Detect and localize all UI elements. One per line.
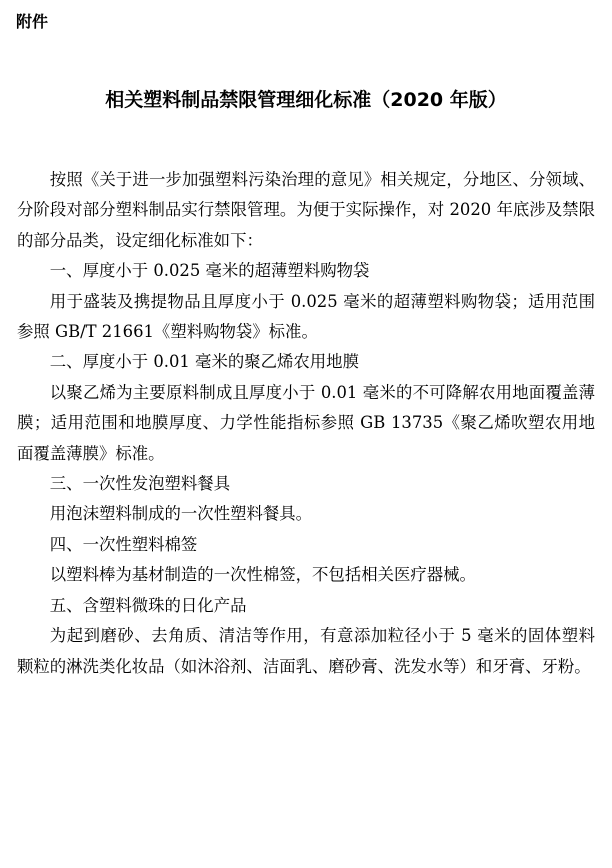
intro-paragraph: 按照《关于进一步加强塑料污染治理的意见》相关规定，分地区、分领域、分阶段对部分塑料制品实行禁限管理。为便于实际操作，对 2020 年底涉及禁限的部分品类，设定细化标准如下： — [17, 170, 595, 250]
document-title: 相关塑料制品禁限管理细化标准（2020 年版） — [105, 89, 507, 111]
attachment-label: 附件 — [16, 12, 49, 31]
section-heading-4: 四、一次性塑料棉签 — [49, 534, 198, 554]
section-text-5: 为起到磨砂、去角质、清洁等作用，有意添加粒径小于 5 毫米的固体塑料颗粒的淋洗类化妆品（如沐浴剂、洁面乳、磨砂膏、洗发水等）和牙膏、牙粉。 — [17, 626, 595, 676]
section-heading-1: 一、厚度小于 0.025 毫米的超薄塑料购物袋 — [49, 261, 370, 281]
section-text-1: 用于盛装及携提物品且厚度小于 0.025 毫米的超薄塑料购物袋；适用范围参照 GB/T 21661《塑料购物袋》标准。 — [17, 291, 595, 342]
section-heading-5: 五、含塑料微珠的日化产品 — [49, 595, 247, 615]
section-heading-2: 二、厚度小于 0.01 毫米的聚乙烯农用地膜 — [49, 352, 359, 372]
section-text-2: 以聚乙烯为主要原料制成且厚度小于 0.01 毫米的不可降解农用地面覆盖薄膜；适用范围和地膜厚度、力学性能指标参照 GB 13735《聚乙烯吹塑农用地面覆盖薄膜》标准。 — [17, 382, 595, 463]
document-body — [17, 165, 595, 682]
section-heading-3: 三、一次性发泡塑料餐具 — [49, 474, 231, 494]
section-text-3: 用泡沫塑料制成的一次性塑料餐具。 — [49, 504, 313, 524]
section-text-4: 以塑料棒为基材制造的一次性棉签，不包括相关医疗器械。 — [49, 565, 476, 585]
